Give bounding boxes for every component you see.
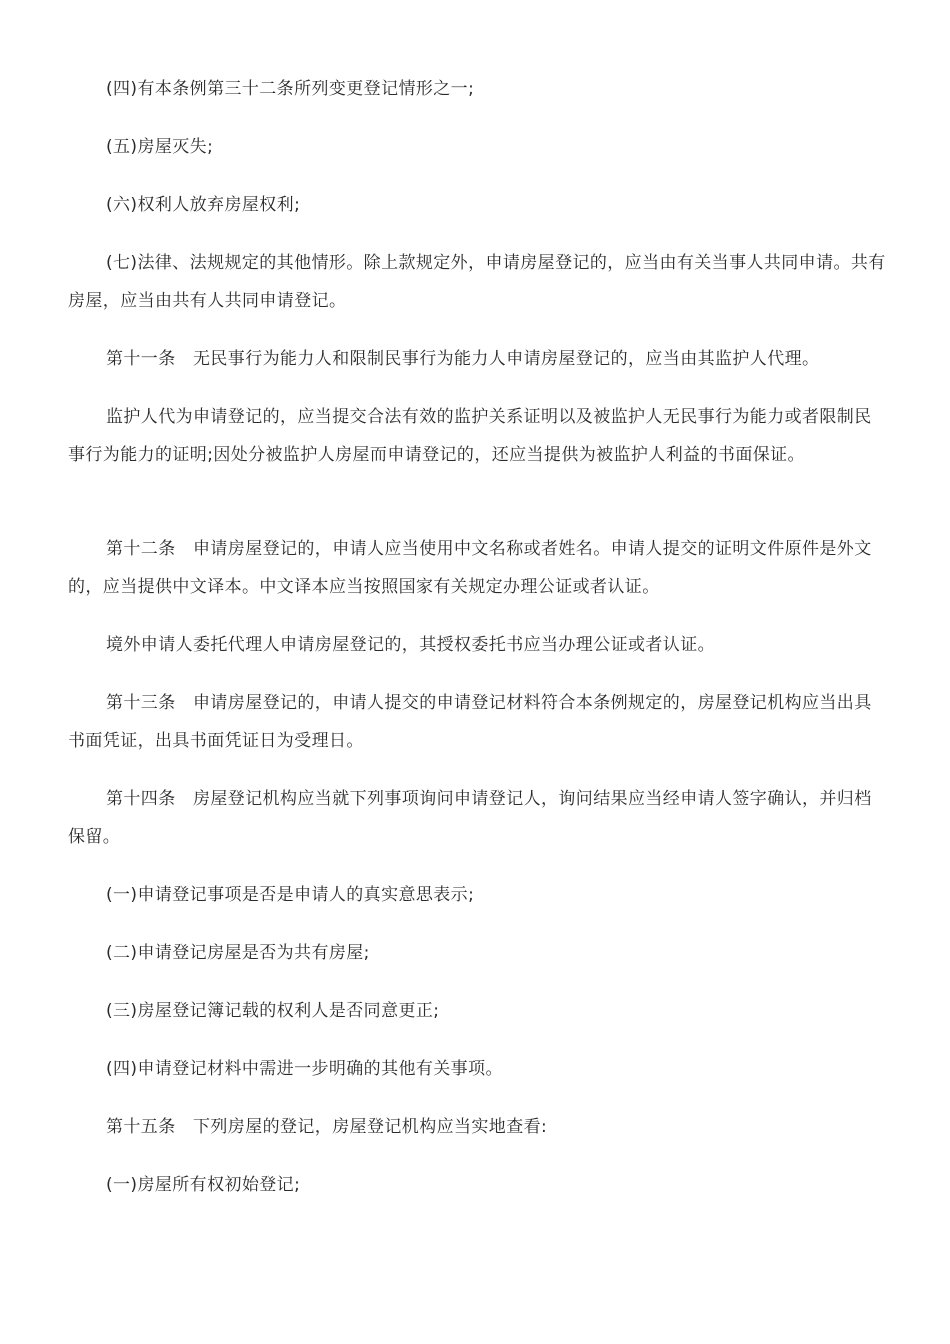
paragraph-item-6: (六)权利人放弃房屋权利; bbox=[106, 195, 301, 215]
paragraph-overseas: 境外申请人委托代理人申请房屋登记的，其授权委托书应当办理公证或者认证。 bbox=[106, 635, 715, 655]
paragraph-article-12: 第十二条 申请房屋登记的，申请人应当使用中文名称或者姓名。申请人提交的证明文件原件是外文的，应当提供中文译本。中文译本应当按照国家有关规定办理公证或者认证。 bbox=[68, 539, 872, 597]
paragraph-article-15: 第十五条 下列房屋的登记，房屋登记机构应当实地查看: bbox=[106, 1117, 548, 1137]
paragraph-item-4b: (四)申请登记材料中需进一步明确的其他有关事项。 bbox=[106, 1059, 503, 1079]
paragraph-article-14: 第十四条 房屋登记机构应当就下列事项询问申请登记人，询问结果应当经申请人签字确认，并归档保留。 bbox=[68, 789, 872, 847]
paragraph-item-1b: (一)房屋所有权初始登记; bbox=[106, 1175, 301, 1195]
paragraph-guardian: 监护人代为申请登记的，应当提交合法有效的监护关系证明以及被监护人无民事行为能力或者限制民事行为能力的证明;因处分被监护人房屋而申请登记的，还应当提供为被监护人利益的书面保证。 bbox=[68, 407, 872, 465]
paragraph-item-7: (七)法律、法规规定的其他情形。除上款规定外，申请房屋登记的，应当由有关当事人共同申请。共有房屋，应当由共有人共同申请登记。 bbox=[68, 253, 886, 311]
paragraph-item-2: (二)申请登记房屋是否为共有房屋; bbox=[106, 943, 370, 963]
paragraph-item-4: (四)有本条例第三十二条所列变更登记情形之一; bbox=[106, 79, 475, 99]
paragraph-item-5: (五)房屋灭失; bbox=[106, 137, 214, 157]
paragraph-item-3: (三)房屋登记簿记载的权利人是否同意更正; bbox=[106, 1001, 440, 1021]
paragraph-article-11: 第十一条 无民事行为能力人和限制民事行为能力人申请房屋登记的，应当由其监护人代理。 bbox=[106, 349, 820, 369]
paragraph-article-13: 第十三条 申请房屋登记的，申请人提交的申请登记材料符合本条例规定的，房屋登记机构应当出具书面凭证，出具书面凭证日为受理日。 bbox=[68, 693, 872, 751]
paragraph-item-1: (一)申请登记事项是否是申请人的真实意思表示; bbox=[106, 885, 475, 905]
